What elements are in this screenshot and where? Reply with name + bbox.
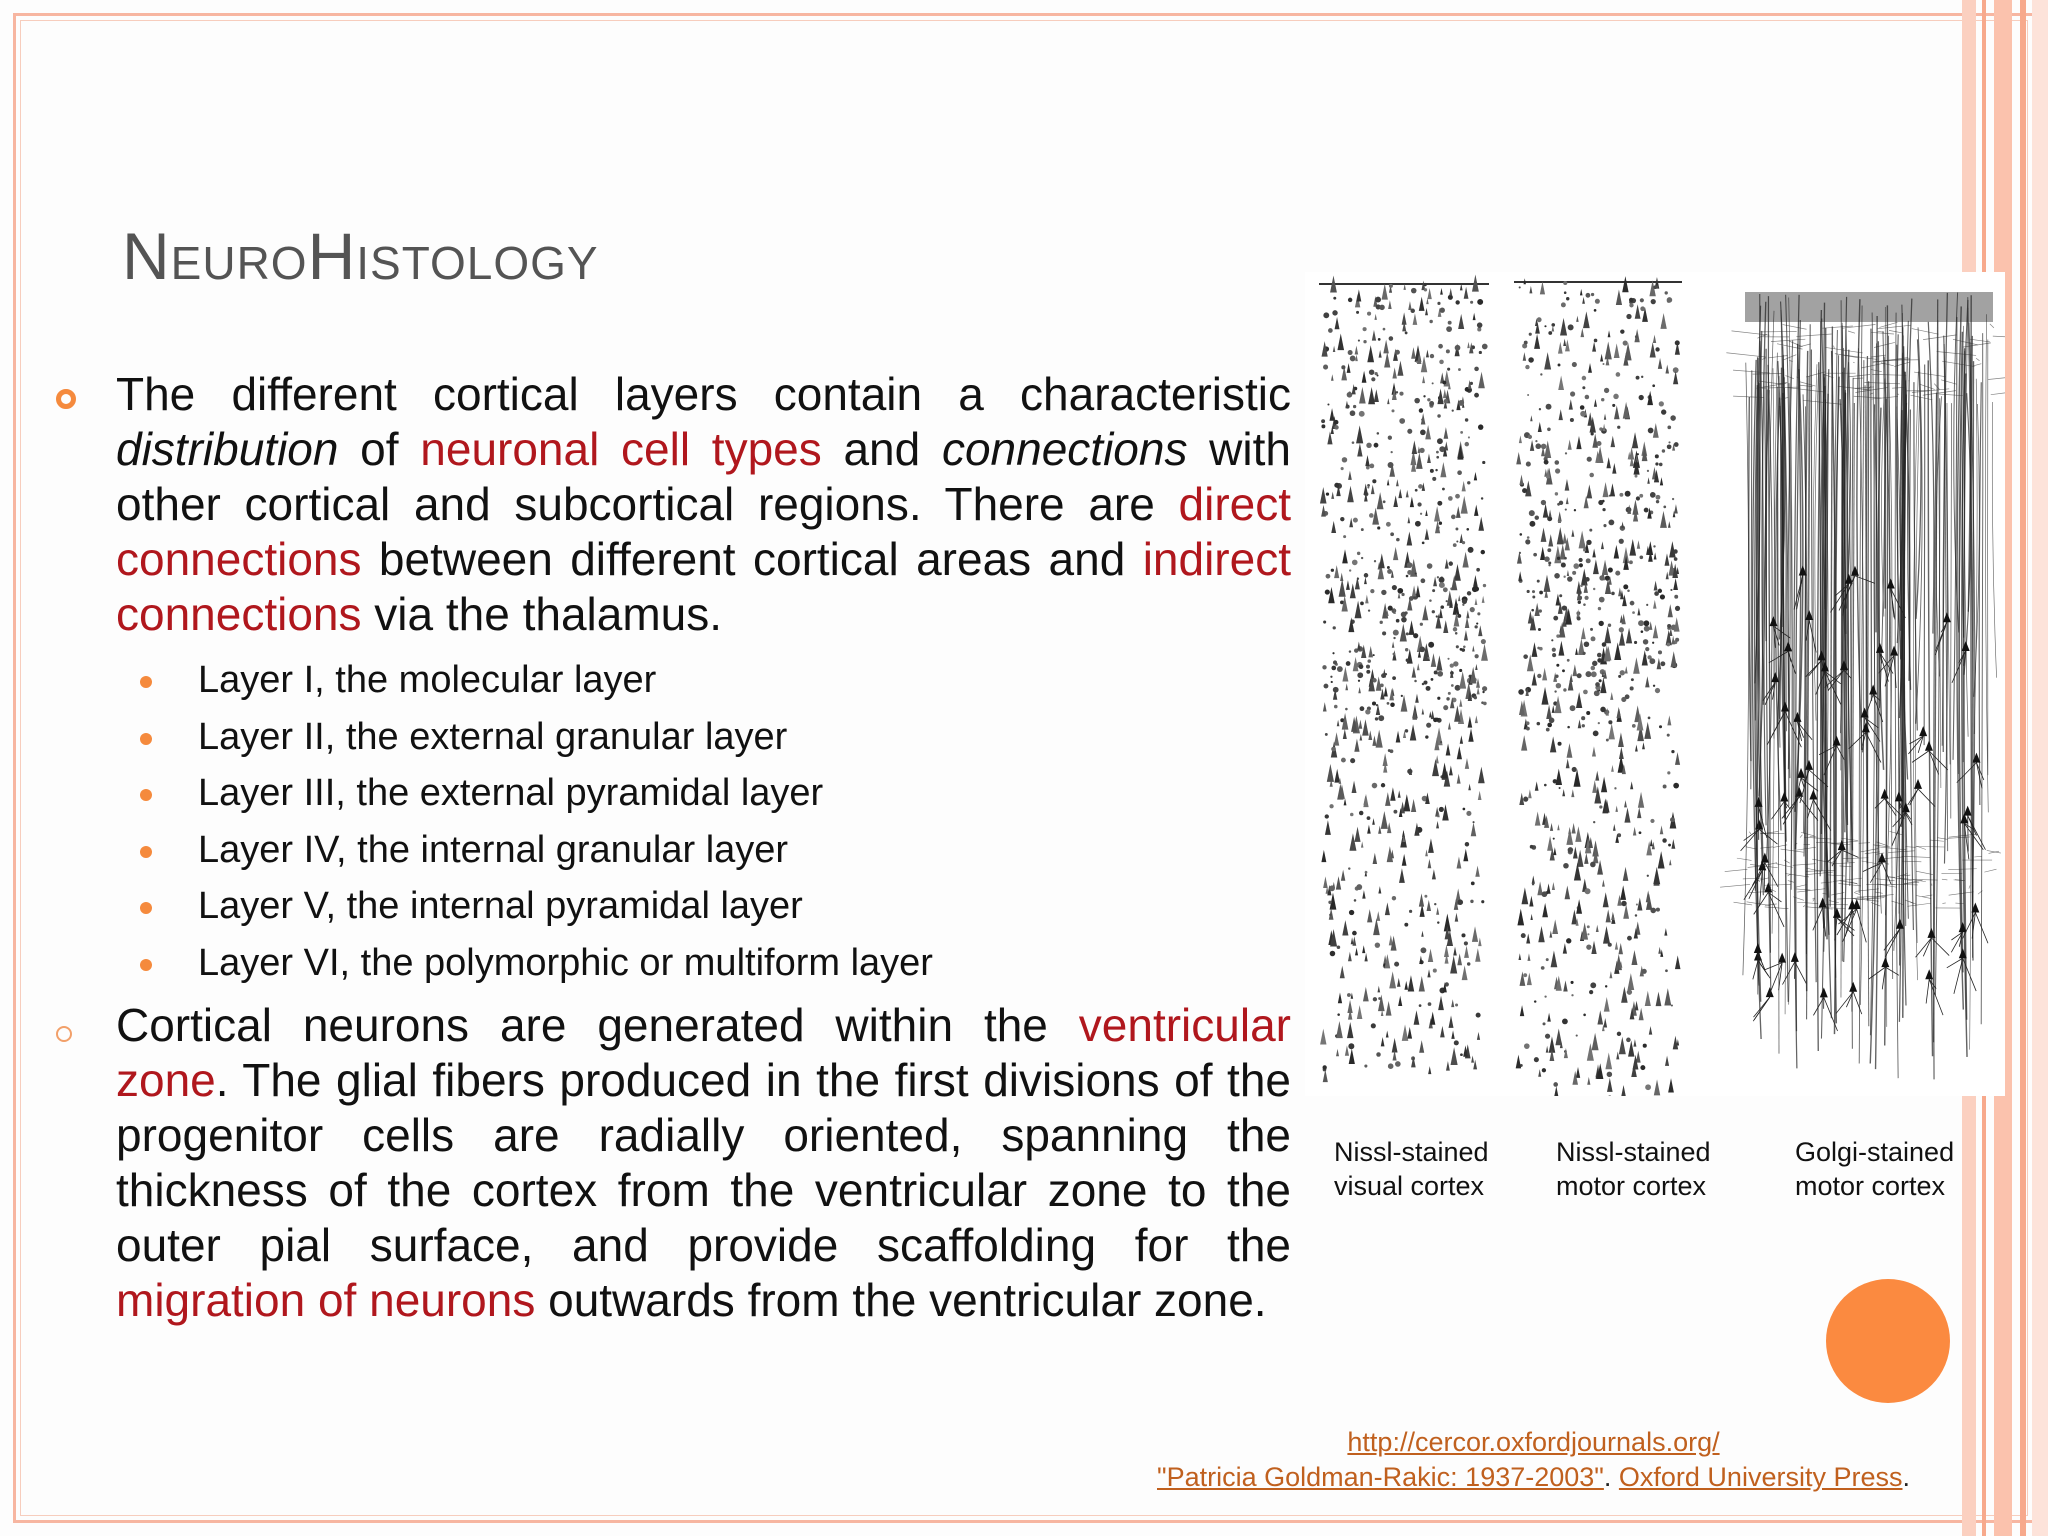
list-item: Layer II, the external granular layer (140, 709, 933, 766)
list-item: Layer IV, the internal granular layer (140, 822, 933, 879)
filled-dot-bullet-icon (140, 676, 152, 688)
highlight-ventricular-zone: ventricular zone (116, 999, 1291, 1106)
filled-dot-bullet-icon (140, 789, 152, 801)
list-item: Layer V, the internal pyramidal layer (140, 878, 933, 935)
image-credits: http://cercor.oxfordjournals.org/ "Patricia Goldman-Rakic: 1937-2003". Oxford University Press. (1157, 1427, 1910, 1492)
filled-dot-bullet-icon (140, 733, 152, 745)
article-link[interactable]: "Patricia Goldman-Rakic: 1937-2003" (1157, 1462, 1604, 1492)
highlight-neuronal-cell-types: neuronal cell types (420, 423, 822, 475)
layer-list (140, 652, 933, 991)
hollow-circle-bullet-icon (56, 1026, 72, 1042)
highlight-direct-connections: direct connections (116, 478, 1291, 585)
decorative-orange-circle (1826, 1279, 1950, 1403)
filled-dot-bullet-icon (140, 846, 152, 858)
filled-dot-bullet-icon (140, 959, 152, 971)
paragraph-cortical-layers: The different cortical layers contain a characteristic distribution of neuronal cell types and connections with other cortical and subcortical regions. There are direct connections between different cortical areas and indirect connections via the thalamus. (116, 368, 1291, 640)
nissl-visual-cortex-panel (1319, 274, 1489, 1082)
paragraph-cortical-neurons: Cortical neurons are generated within the ventricular zone. The glial fibers produced in the first divisions of the progenitor cells are radially oriented, spanning the thickness of the cortex from the ventricular zone to the outer pial surface, and provide scaffolding for the migration of neurons outwards from the ventricular zone. (116, 999, 1291, 1326)
label-nissl-motor-cortex: Nissl-stained motor cortex (1556, 1137, 1711, 1201)
highlight-indirect-connections: indirect connections (116, 533, 1291, 640)
nissl-motor-cortex-panel (1514, 276, 1682, 1096)
cortex-histology-image (1305, 272, 2005, 1096)
label-golgi-motor-cortex: Golgi-stained motor cortex (1795, 1137, 1955, 1201)
publisher-link[interactable]: Oxford University Press (1618, 1462, 1903, 1492)
hollow-circle-bullet-icon (56, 389, 76, 409)
list-item: Layer I, the molecular layer (140, 652, 933, 709)
label-nissl-visual-cortex: Nissl-stained visual cortex (1334, 1137, 1489, 1201)
golgi-motor-cortex-panel (1720, 292, 2005, 1079)
slide-title: NeuroHistology (122, 219, 599, 293)
highlight-migration-of-neurons: migration of neurons (116, 1274, 536, 1326)
filled-dot-bullet-icon (140, 902, 152, 914)
list-item: Layer III, the external pyramidal layer (140, 765, 933, 822)
list-item: Layer VI, the polymorphic or multiform layer (140, 935, 933, 992)
source-url-link[interactable]: http://cercor.oxfordjournals.org/ (1347, 1427, 1720, 1457)
